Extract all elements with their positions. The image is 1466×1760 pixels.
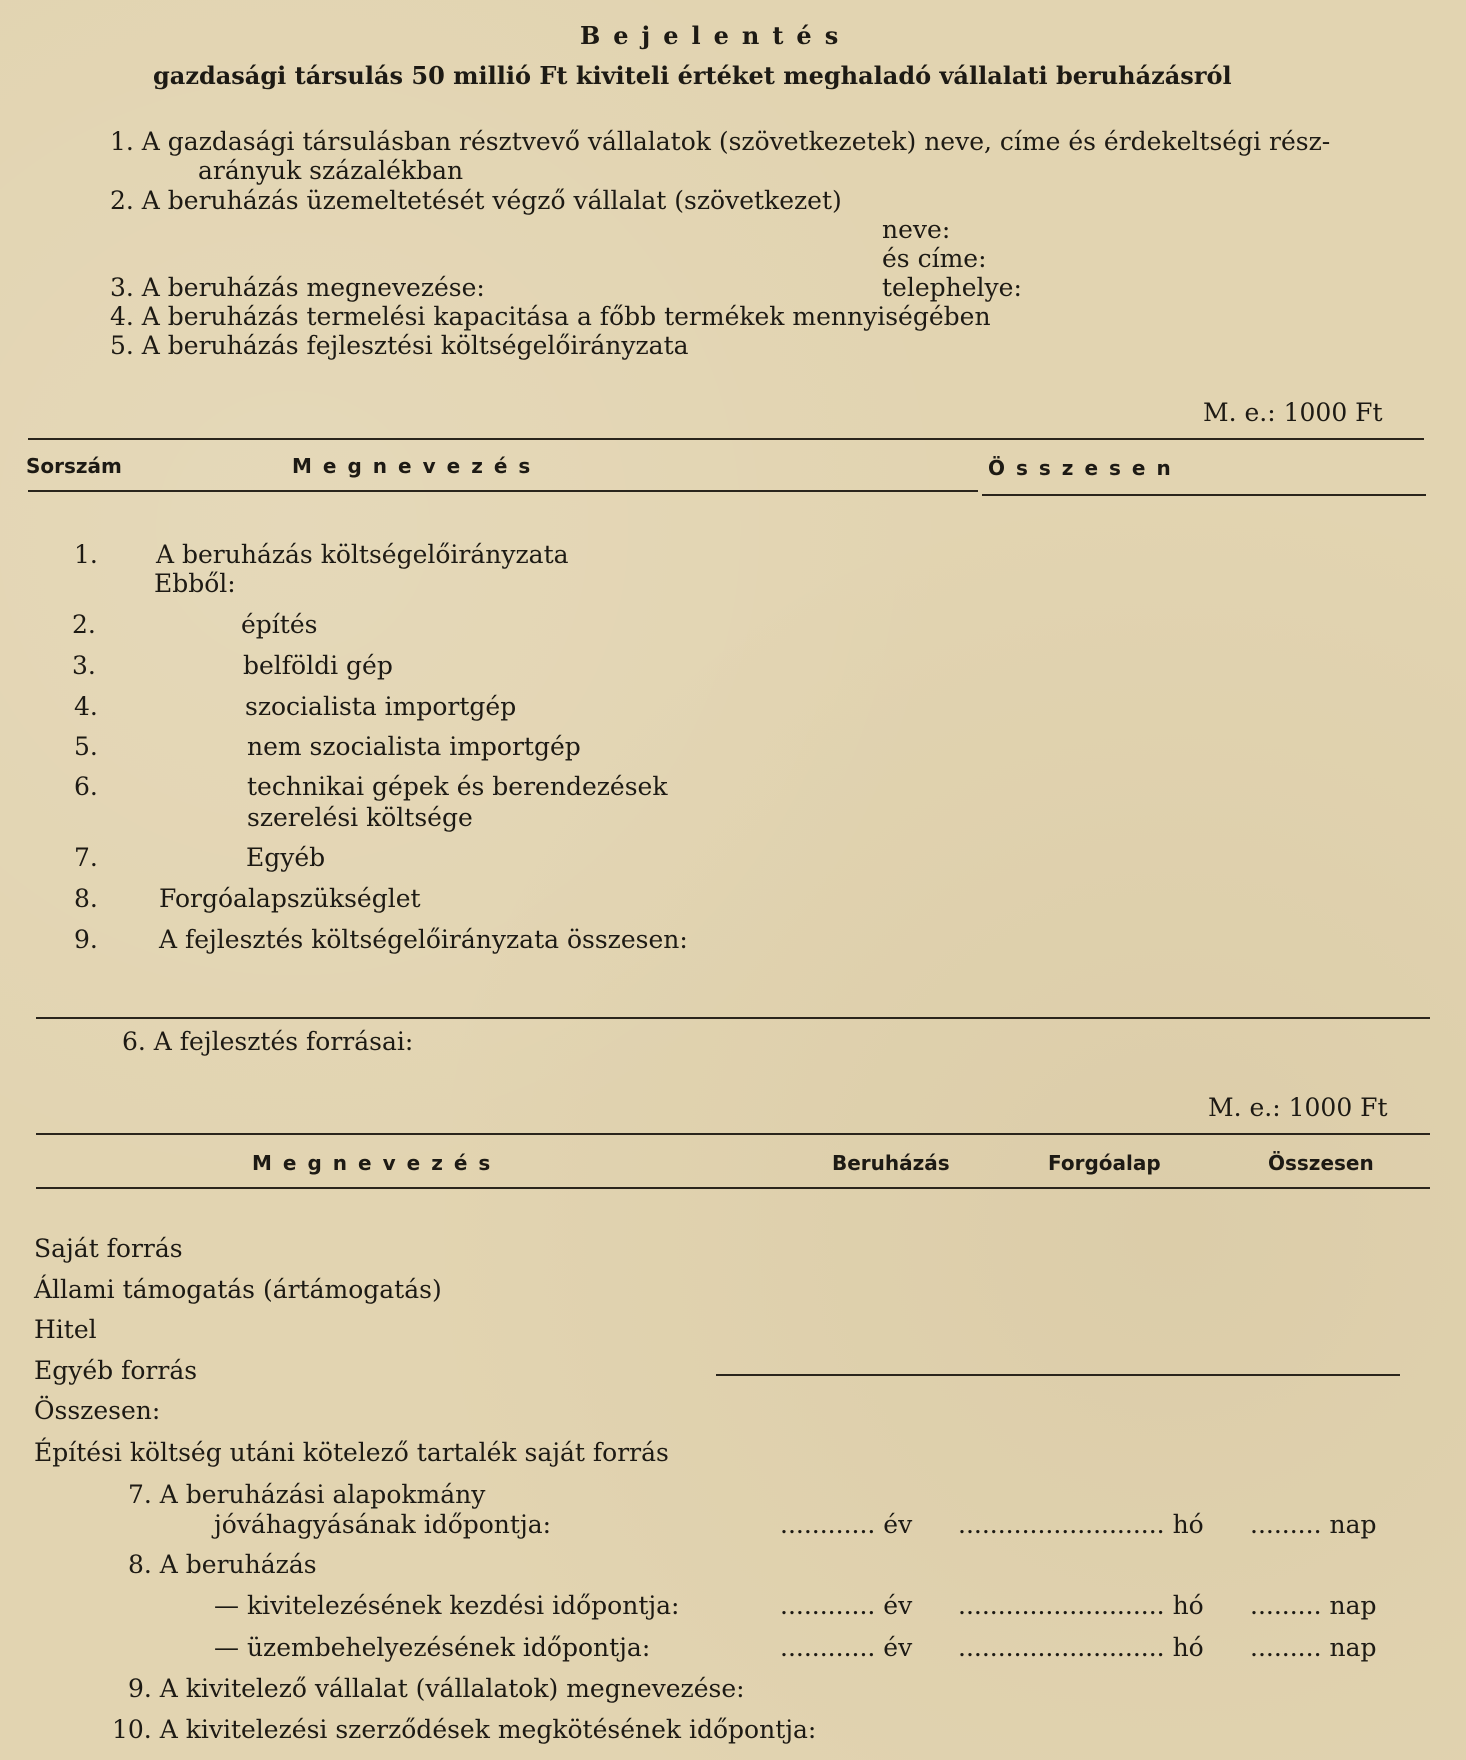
question-6: 6. A fejlesztés forrásai: (122, 1027, 414, 1056)
table-1-row-label: Forgóalapszükséglet (159, 884, 421, 913)
table-2-header-total: Összesen (1268, 1151, 1374, 1175)
table-2-header-name: Megnevezés (252, 1151, 502, 1175)
table-2-row-label: Egyéb forrás (34, 1356, 198, 1385)
table-2-header-working-capital: Forgóalap (1048, 1151, 1161, 1175)
document-subtitle: gazdasági társulás 50 millió Ft kiviteli értéket meghaladó vállalati beruházásról (153, 61, 1232, 90)
table-1-row-number: 3. (72, 651, 96, 680)
table-1-row-number: 8. (74, 884, 98, 913)
table-1-header-number: Sorszám (26, 454, 122, 478)
question-2: 2. A beruházás üzemeltetését végző vállalat (szövetkezet) (110, 186, 842, 215)
question-3-site-label: telephelye: (882, 273, 1022, 302)
question-7-line-2: jóváhagyásának időpontja: (214, 1510, 552, 1539)
table-2-sum-rule (716, 1374, 1400, 1376)
table-1-row-label: A beruházás költségelőirányzata (156, 540, 569, 569)
table-1-row-label: Egyéb (246, 843, 326, 872)
question-8-commissioning: — üzembehelyezésének időpontja: (214, 1633, 651, 1662)
question-1-line-2: arányuk százalékban (198, 156, 464, 185)
q8-commission-year-field: ............ év (780, 1633, 913, 1662)
q8-commission-day-field: ......... nap (1250, 1633, 1377, 1662)
table-1-row-number: 9. (74, 925, 98, 954)
table-1-top-rule (28, 438, 1424, 440)
table-1-row-label: Ebből: (154, 569, 236, 598)
table-2-row-label: Építési költség utáni kötelező tartalék saját forrás (34, 1438, 669, 1467)
table-2-header-rule (36, 1187, 1430, 1189)
question-8-start: — kivitelezésének kezdési időpontja: (214, 1591, 680, 1620)
table-1-header-total: Összesen (988, 456, 1182, 480)
question-5: 5. A beruházás fejlesztési költségelőirányzata (110, 331, 689, 360)
table-1-row-label: szerelési költsége (247, 803, 473, 832)
question-2-name-label: neve: (882, 215, 951, 244)
table-1-row-number: 5. (74, 732, 98, 761)
q7-year-field: ............ év (780, 1510, 913, 1539)
question-1-line-1: 1. A gazdasági társulásban résztvevő vállalatok (szövetkezetek) neve, címe és érdekeltségi rész- (110, 127, 1331, 156)
table-2-row-label: Összesen: (34, 1396, 161, 1425)
question-7-line-1: 7. A beruházási alapokmány (128, 1480, 486, 1509)
table-1-header-rule-left (28, 490, 978, 492)
table-1-row-label: nem szocialista importgép (247, 732, 581, 761)
table-2-row-label: Saját forrás (34, 1234, 183, 1263)
table-1-row-label: építés (241, 610, 318, 639)
table-1-row-label: A fejlesztés költségelőirányzata összesen: (159, 925, 688, 954)
q8-start-year-field: ............ év (780, 1591, 913, 1620)
q8-start-month-field: .......................... hó (958, 1591, 1204, 1620)
table-1-row-number: 6. (74, 772, 98, 801)
question-2-address-label: és címe: (882, 244, 987, 273)
question-4: 4. A beruházás termelési kapacitása a főbb termékek mennyiségében (110, 302, 991, 331)
document-title: Bejelentés (580, 21, 852, 50)
table-1-row-number: 7. (74, 843, 98, 872)
table-2-header-investment: Beruházás (832, 1151, 950, 1175)
q7-day-field: ......... nap (1250, 1510, 1377, 1539)
question-3: 3. A beruházás megnevezése: (110, 273, 485, 302)
question-8: 8. A beruházás (128, 1550, 317, 1579)
table-1-row-number: 2. (72, 610, 96, 639)
q8-start-day-field: ......... nap (1250, 1591, 1377, 1620)
table-1-row-label: belföldi gép (243, 651, 393, 680)
table-1-row-number: 4. (74, 692, 98, 721)
question-9: 9. A kivitelező vállalat (vállalatok) megnevezése: (128, 1674, 745, 1703)
table-1-row-label: szocialista importgép (245, 692, 517, 721)
table-1-header-rule-right (982, 494, 1426, 496)
table-1-header-name: Megnevezés (292, 454, 542, 478)
question-10: 10. A kivitelezési szerződések megkötésének időpontja: (112, 1715, 817, 1744)
q8-commission-month-field: .......................... hó (958, 1633, 1204, 1662)
table-1-bottom-rule (36, 1017, 1430, 1019)
table-2-row-label: Hitel (34, 1315, 97, 1344)
q7-month-field: .......................... hó (958, 1510, 1204, 1539)
table-1-row-number: 1. (74, 540, 98, 569)
table-2-row-label: Állami támogatás (ártámogatás) (34, 1275, 442, 1304)
table-2-unit: M. e.: 1000 Ft (1208, 1093, 1388, 1122)
table-1-unit: M. e.: 1000 Ft (1203, 398, 1383, 427)
table-2-top-rule (36, 1133, 1430, 1135)
table-1-row-label: technikai gépek és berendezések (247, 772, 668, 801)
